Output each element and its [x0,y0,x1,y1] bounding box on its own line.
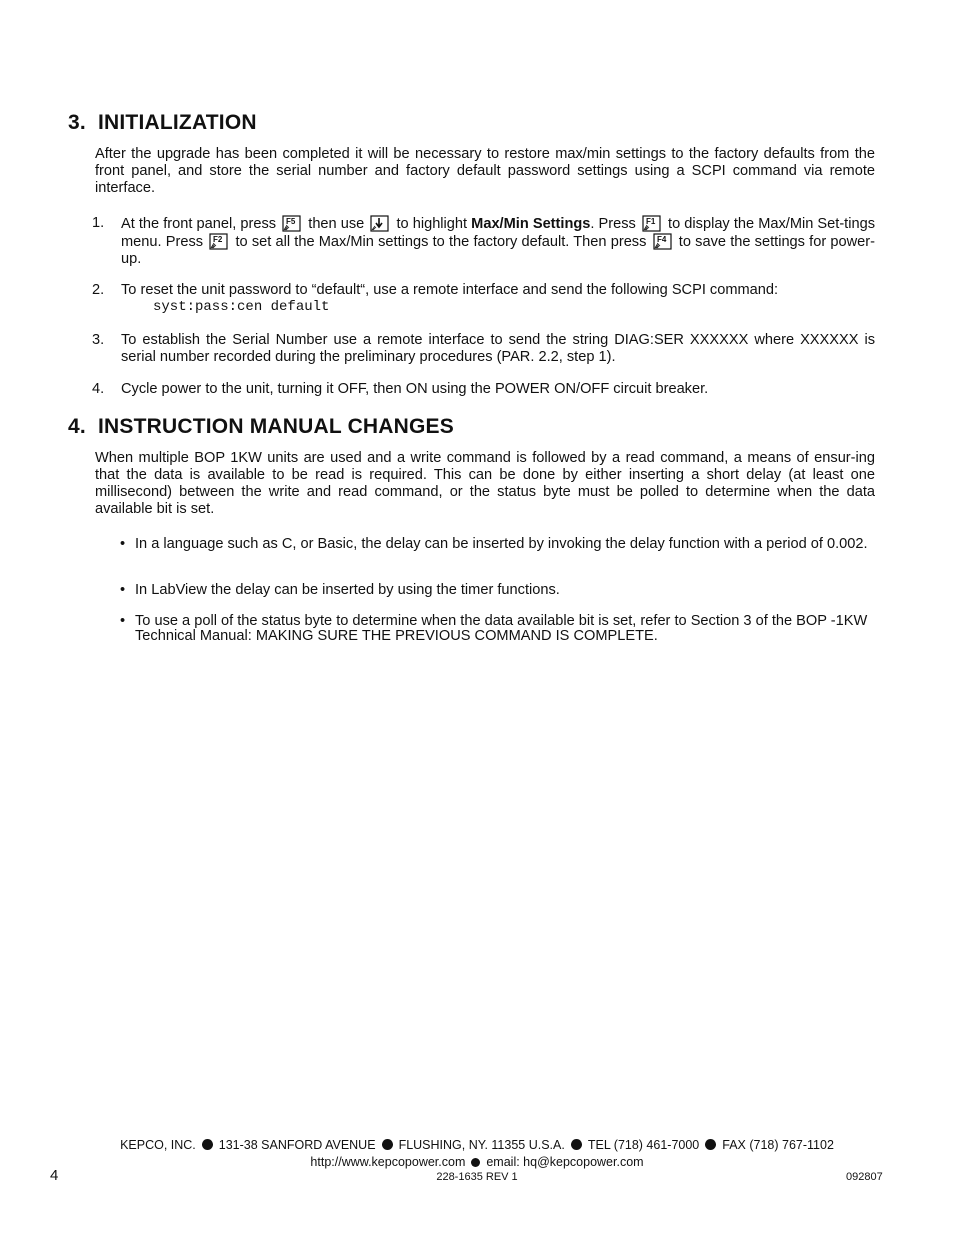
step-2 [92,282,875,316]
section-number: 3. [68,111,86,134]
svg-text:F1: F1 [645,217,656,226]
section-number: 4. [68,415,86,438]
city-address: FLUSHING, NY. 11355 U.S.A. [398,1138,565,1152]
section-title: INSTRUCTION MANUAL CHANGES [98,415,454,438]
bullet-dot-icon [382,1139,393,1150]
date-code: 092807 [846,1171,883,1183]
section-4-intro: When multiple BOP 1KW units are used and a write command is followed by a read command, a means of ensur-ing that the data is available to be read is required. This can be done by either inserting a short delay (at least one millisecond) between the write and read command, or the status byte must be polled to determine when the data available bit is set. [95,450,875,517]
section-3-heading [68,111,257,135]
page-number: 4 [50,1167,59,1184]
bullet-dot-icon [705,1139,716,1150]
step-text [121,282,875,316]
step-text-part: to save the settings for power-up. [121,234,876,267]
step-text-part: to highlight [392,216,472,232]
scpi-command: syst:pass:cen default [153,299,330,315]
step-text-part: At the front panel, press [121,216,281,232]
f5-key-icon [282,215,302,232]
down-arrow-key-icon [370,215,390,232]
svg-text:F2: F2 [213,235,223,244]
step-text-part: . Press [590,216,640,232]
footer-address-line [0,1138,954,1152]
email-link[interactable]: email: hq@kepcopower.com [486,1155,644,1169]
bullet-text: To use a poll of the status byte to determine when the data available bit is set, refer to Section 3 of the BOP -1KW Technical Manual: MAKING SURE THE PREVIOUS COMMAND IS COMPLETE. [135,613,868,644]
f2-key-icon [209,233,229,250]
document-number: 228-1635 REV 1 [436,1171,518,1183]
section-title: INITIALIZATION [98,111,257,134]
step-number: 1. [92,215,105,231]
footer-contact-line [0,1155,954,1169]
max-min-settings-label: Max/Min Settings [471,216,591,232]
svg-text:F4: F4 [656,235,666,244]
street-address: 131-38 SANFORD AVENUE [218,1138,376,1152]
website-link[interactable]: http://www.kepcopower.com [310,1155,466,1169]
section-3-intro: After the upgrade has been completed it will be necessary to restore max/min settings to the factory defaults from the front panel, and store the serial number and factory default password settings using a SCPI command via remote interface. [95,146,875,196]
step-text-part: to display the Max/Min Set-tings menu. Press [121,216,876,250]
section-4-heading [68,415,454,439]
step-text-part: then use [304,216,369,232]
step-4 [92,381,875,398]
fax: FAX (718) 767-1102 [722,1138,834,1152]
bullet-text: In a language such as C, or Basic, the delay can be inserted by invoking the delay function with a period of 0.002. [135,536,868,552]
bullet-item [120,537,875,552]
bullet-dot-icon [471,1158,480,1167]
bullet-text: In LabView the delay can be inserted by using the timer functions. [135,582,560,598]
bullet-dot-icon [571,1139,582,1150]
f4-key-icon [653,233,673,250]
bullet-dot-icon [202,1139,213,1150]
step-number: 3. [92,332,105,348]
f1-key-icon [642,215,662,232]
step-3 [92,332,875,366]
step-1 [92,215,875,268]
step-text: Cycle power to the unit, turning it OFF, then ON using the POWER ON/OFF circuit breaker. [121,381,709,397]
company-name: KEPCO, INC. [120,1138,196,1152]
bullet-marker: • [120,536,126,552]
step-text: To establish the Serial Number use a remote interface to send the string DIAG:SER XXXXXX where XXXXXX is serial number recorded during the preliminary procedures (PAR. 2.2, step 1). [121,332,875,365]
step-text-part: to set all the Max/Min settings to the factory default. Then press [231,234,651,250]
bullet-item [120,583,875,598]
step-number: 2. [92,282,105,298]
step-text [121,215,875,268]
svg-text:F5: F5 [286,217,296,226]
step-text-part: To reset the unit password to “default“, use a remote interface and send the following SCPI command: [121,282,779,298]
bullet-item [120,614,875,644]
step-number: 4. [92,381,105,397]
telephone: TEL (718) 461-7000 [587,1138,700,1152]
bullet-marker: • [120,582,126,598]
bullet-marker: • [120,613,126,629]
